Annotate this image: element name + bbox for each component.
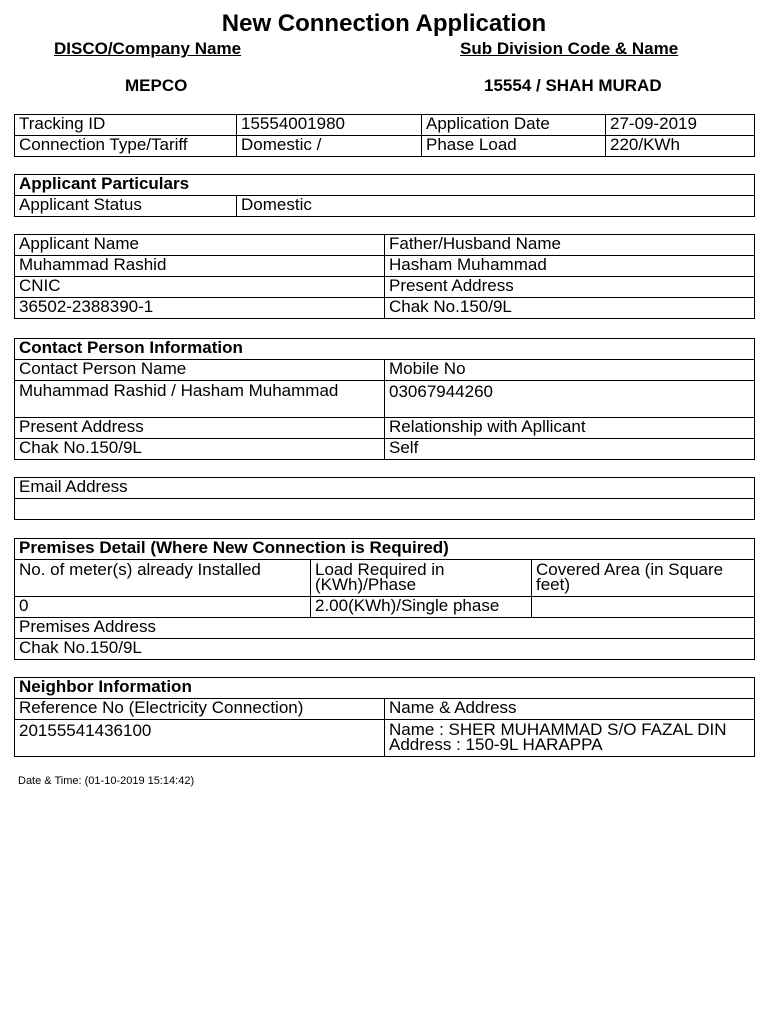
father-name-value: Hasham Muhammad bbox=[385, 256, 755, 277]
name-address-label: Name & Address bbox=[385, 699, 755, 720]
premises-address-value: Chak No.150/9L bbox=[15, 639, 755, 660]
date-time-stamp: Date & Time: (01-10-2019 15:14:42) bbox=[18, 775, 195, 787]
load-required-label: Load Required in (KWh)/Phase bbox=[311, 560, 532, 597]
relationship-value: Self bbox=[385, 439, 755, 460]
tracking-table bbox=[14, 114, 755, 157]
mobile-label: Mobile No bbox=[385, 360, 755, 381]
premises-address-label: Premises Address bbox=[15, 618, 755, 639]
cnic-label: CNIC bbox=[15, 277, 385, 298]
tracking-id-value: 15554001980 bbox=[237, 115, 422, 136]
connection-type-label: Connection Type/Tariff bbox=[15, 136, 237, 157]
disco-label: DISCO/Company Name bbox=[54, 39, 242, 58]
applicant-particulars-heading: Applicant Particulars bbox=[15, 175, 755, 196]
covered-area-value bbox=[532, 597, 755, 618]
application-date-value: 27-09-2019 bbox=[606, 115, 755, 136]
contact-table bbox=[14, 338, 755, 460]
applicant-table bbox=[14, 234, 755, 319]
disco-value: MEPCO bbox=[125, 76, 188, 95]
meters-installed-value: 0 bbox=[15, 597, 311, 618]
neighbor-table bbox=[14, 677, 755, 757]
cnic-value: 36502-2388390-1 bbox=[15, 298, 385, 319]
connection-type-value: Domestic / bbox=[237, 136, 422, 157]
phase-load-label: Phase Load bbox=[422, 136, 606, 157]
applicant-status-value: Domestic bbox=[237, 196, 755, 217]
application-date-label: Application Date bbox=[422, 115, 606, 136]
contact-address-label: Present Address bbox=[15, 418, 385, 439]
premises-table bbox=[14, 538, 755, 660]
subdivision-value: 15554 / SHAH MURAD bbox=[484, 76, 662, 95]
email-value bbox=[15, 499, 755, 520]
name-address-value: Name : SHER MUHAMMAD S/O FAZAL DIN Address : 150-9L HARAPPA bbox=[385, 720, 755, 757]
reference-no-label: Reference No (Electricity Connection) bbox=[15, 699, 385, 720]
mobile-value: 03067944260 bbox=[385, 381, 755, 418]
contact-address-value: Chak No.150/9L bbox=[15, 439, 385, 460]
reference-no-value: 20155541436100 bbox=[15, 720, 385, 757]
applicant-name-label: Applicant Name bbox=[15, 235, 385, 256]
applicant-status-label: Applicant Status bbox=[15, 196, 237, 217]
contact-name-value: Muhammad Rashid / Hasham Muhammad bbox=[15, 381, 385, 418]
neighbor-heading: Neighbor Information bbox=[15, 678, 755, 699]
present-address-label: Present Address bbox=[385, 277, 755, 298]
covered-area-label: Covered Area (in Square feet) bbox=[532, 560, 755, 597]
subdivision-label: Sub Division Code & Name bbox=[460, 39, 679, 58]
contact-name-label: Contact Person Name bbox=[15, 360, 385, 381]
email-table bbox=[14, 477, 755, 520]
father-name-label: Father/Husband Name bbox=[385, 235, 755, 256]
page-title: New Connection Application bbox=[221, 10, 547, 37]
tracking-id-label: Tracking ID bbox=[15, 115, 237, 136]
email-label: Email Address bbox=[15, 478, 755, 499]
phase-load-value: 220/KWh bbox=[606, 136, 755, 157]
applicant-particulars-table bbox=[14, 174, 755, 217]
contact-heading: Contact Person Information bbox=[15, 339, 755, 360]
relationship-label: Relationship with Apllicant bbox=[385, 418, 755, 439]
present-address-value: Chak No.150/9L bbox=[385, 298, 755, 319]
applicant-name-value: Muhammad Rashid bbox=[15, 256, 385, 277]
premises-heading: Premises Detail (Where New Connection is Required) bbox=[15, 539, 755, 560]
load-required-value: 2.00(KWh)/Single phase bbox=[311, 597, 532, 618]
meters-installed-label: No. of meter(s) already Installed bbox=[15, 560, 311, 597]
